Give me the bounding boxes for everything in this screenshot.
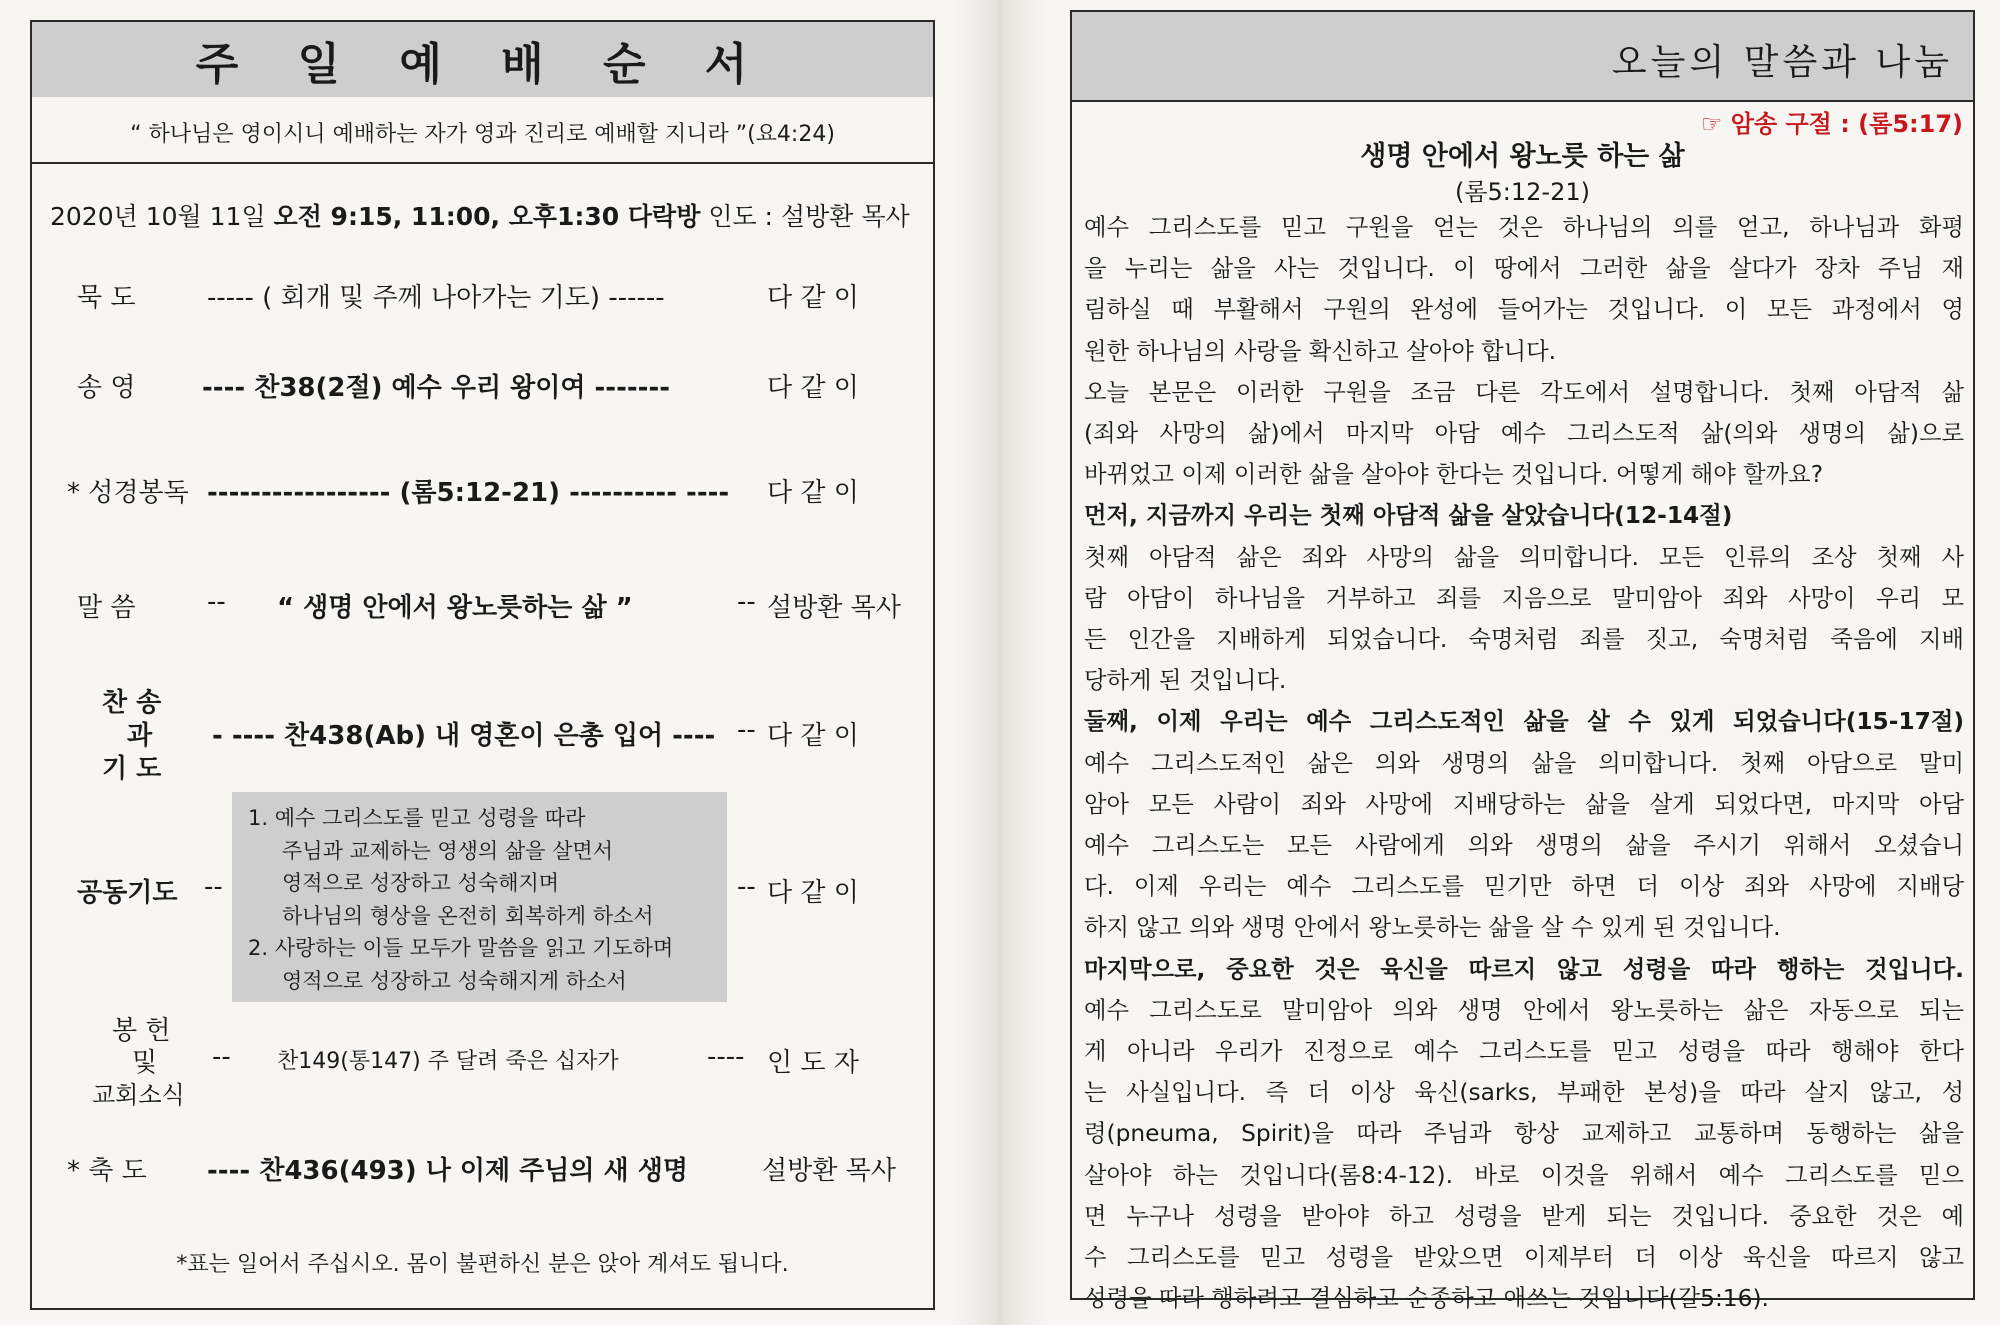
section-heading: 먼저, 지금까지 우리는 첫째 아담적 삶을 살았습니다(12-14절) [1084,502,1733,530]
order-dash: -- [737,872,756,902]
body-line: 든 인간을 지배하게 되었습니다. 숙명처럼 죄를 짓고, 숙명처럼 죽음에 지배 [1084,626,1964,654]
body-line: 람 아담이 하나님을 거부하고 죄를 지음으로 말미암아 죄와 사망이 우리 모 [1084,584,1964,612]
body-line: 다. 이제 우리는 예수 그리스도를 믿기만 하면 더 이상 죄와 사망에 지배당 [1084,873,1964,901]
booklet-spine [955,0,1045,1325]
order-performer: 다 같 이 [767,478,859,508]
prayer-line: 영적으로 성장하고 성숙해지게 하소서 [282,968,627,993]
body-line: 는 사실입니다. 즉 더 이상 육신(sarks, 부패한 본성)을 따라 살지 않고, 성 [1084,1079,1964,1107]
body-line: 첫째 아담적 삶은 죄와 사망의 삶을 의미합니다. 모든 인류의 조상 첫째 사 [1084,543,1964,571]
body-line: 성령을 따라 행하려고 결심하고 순종하고 애쓰는 것입니다(갈5:16). [1084,1285,1769,1313]
body-line: 하지 않고 의와 생명 안에서 왕노릇하는 삶을 살 수 있게 된 것입니다. [1084,914,1781,942]
body-line: 원한 하나님의 사랑을 확신하고 살아야 합니다. [1084,337,1557,365]
order-dash: -- [737,715,756,745]
scripture-quote: “ 하나님은 영이시니 예배하는 자가 영과 진리로 예배할 지니라 ”(요4:24) [130,122,835,147]
sermon-title: “ 생명 안에서 왕노릇하는 삶 ” [277,593,633,623]
body-line: 을 누리는 삶을 사는 것입니다. 이 땅에서 그러한 삶을 살다가 장차 주님 재 [1084,255,1964,283]
prayer-line: 주님과 교제하는 영생의 삶을 살면서 [282,838,613,863]
order-content: ---- 찬38(2절) 예수 우리 왕이여 ------- [202,373,671,403]
order-label: * 성경봉독 [67,478,189,508]
order-content: 찬149(통147) 주 달려 죽은 십자가 [277,1049,619,1074]
order-dash: -- [204,872,223,902]
prayer-line: 하나님의 형상을 온전히 회복하게 하소서 [282,903,654,928]
body-line: 예수 그리스도적인 삶은 의와 생명의 삶을 의미합니다. 첫째 아담으로 말미 [1084,749,1964,777]
service-date: 2020년 10월 11일 [50,202,266,231]
order-performer: 다 같 이 [767,283,859,313]
order-row-benediction [32,1150,933,1200]
body-line: 당하게 된 것입니다. [1084,667,1287,695]
body-line: 예수 그리스도는 모든 사람에게 의와 생명의 삶을 주시기 위해서 오셨습니 [1084,832,1964,860]
footer-note: *표는 일어서 주십시오. 몸이 불편하신 분은 앉아 계셔도 됩니다. [176,1252,789,1277]
sermon-heading: 생명 안에서 왕노릇 하는 삶 [1360,141,1685,172]
sermon-body [1084,207,1964,1319]
order-label: 공동기도 [77,878,178,908]
order-content: ---- 찬436(493) 나 이제 주님의 새 생명 [207,1156,688,1186]
order-label: 송 영 [77,373,136,403]
body-line: 오늘 본문은 이러한 구원을 조금 다른 각도에서 설명합니다. 첫째 아담적 삶 [1084,378,1964,406]
prayer-line: 1. 예수 그리스도를 믿고 성령을 따라 [248,806,586,830]
order-dash: ---- [707,1042,745,1072]
order-label: 기 도 [102,754,162,784]
order-performer: 설방환 목사 [767,593,901,623]
order-content: ----------------- (롬5:12-21) ---------- ---- [207,478,730,508]
order-label: * 축 도 [67,1156,147,1186]
header-bar [1072,12,1973,102]
todays-word-panel [1070,10,1975,1313]
order-row-praise [32,367,933,417]
order-label: 말 씀 [77,593,136,623]
body-line: 령(pneuma, Spirit)을 따라 주님과 항상 교제하고 교통하며 동행하는 삶을 [1084,1120,1964,1148]
body-line: 예수 그리스도로 말미암아 의와 생명 안에서 왕노릇하는 삶은 자동으로 되는 [1084,996,1964,1024]
body-line: 면 누구나 성령을 받아야 하고 성령을 받게 되는 것입니다. 중요한 것은 예 [1084,1202,1964,1230]
worship-order-panel [30,20,935,1310]
order-dash: -- [212,1042,231,1072]
sermon-reference: (롬5:12-21) [1454,178,1590,206]
todays-word-title: 오늘의 말씀과 나눔 [1611,42,1953,83]
body-line: 암아 모든 사람이 죄와 사망에 지배당하는 삶을 살게 되었다면, 마지막 아담 [1084,790,1964,818]
divider [32,162,933,164]
order-label: 묵 도 [77,283,136,313]
prayer-line: 2. 사랑하는 이들 모두가 말씀을 읽고 기도하며 [248,936,674,960]
section-heading: 마지막으로, 중요한 것은 육신을 따르지 않고 성령을 따라 행하는 것입니다. [1084,955,1964,983]
order-label: 봉 헌 [112,1016,171,1046]
body-line: 살아야 하는 것입니다(롬8:4-12). 바로 이것을 위해서 예수 그리스도를 믿으 [1084,1161,1964,1189]
order-performer: 인 도 자 [767,1048,859,1078]
joint-prayer-box [232,792,727,1002]
order-content: ----- ( 회개 및 주께 나아가는 기도) ------ [207,283,665,313]
service-info [50,197,910,233]
body-line: 예수 그리스도를 믿고 구원을 얻는 것은 하나님의 의를 얻고, 하나님과 화평 [1084,214,1964,241]
prayer-line: 영적으로 성장하고 성숙해지며 [282,871,560,895]
order-content: - ---- 찬438(Ab) 내 영혼이 은총 입어 ---- [212,721,716,751]
order-dash: -- [207,587,226,617]
body-line: 바뀌었고 이제 이러한 삶을 살아야 한다는 것입니다. 어떻게 해야 할까요? [1084,461,1824,489]
order-performer: 다 같 이 [767,721,859,751]
order-label: 찬 송 [102,688,162,718]
order-row-bible-reading [32,472,933,522]
order-row-hymn-prayer [32,682,933,802]
order-label: 과 [127,721,153,751]
body-line: 림하실 때 부활해서 구원의 완성에 들어가는 것입니다. 이 모든 과정에서 영 [1084,296,1964,324]
body-line: 수 그리스도를 믿고 성령을 받았으면 이제부터 더 이상 육신을 따르지 않고 [1084,1244,1964,1272]
order-row-silent-prayer [32,277,933,327]
body-line: (죄와 사망의 삶)에서 마지막 아담 예수 그리스도적 삶(의와 생명의 삶)으로 [1084,420,1964,448]
memory-verse: ☞ 암송 구절 : (롬5:17) [1700,110,1963,138]
section-heading: 둘째, 이제 우리는 예수 그리스도적인 삶을 살 수 있게 되었습니다(15-17절) [1084,708,1964,736]
order-row-sermon [32,587,933,637]
order-dash: -- [737,587,756,617]
body-line: 게 아니라 우리가 진정으로 예수 그리스도를 믿고 성령을 따라 행해야 한다 [1084,1038,1964,1066]
order-performer: 다 같 이 [767,878,859,908]
service-times: 오전 9:15, 11:00, 오후1:30 다락방 [273,202,701,231]
order-performer: 다 같 이 [767,373,859,403]
service-leader: 인도 : 설방환 목사 [708,202,910,231]
worship-order-title: 주 일 예 배 순 서 [32,22,933,97]
order-performer: 설방환 목사 [762,1156,896,1186]
order-row-offering [32,992,933,1112]
order-label: 및 [132,1048,158,1078]
order-label: 교회소식 [92,1081,185,1109]
